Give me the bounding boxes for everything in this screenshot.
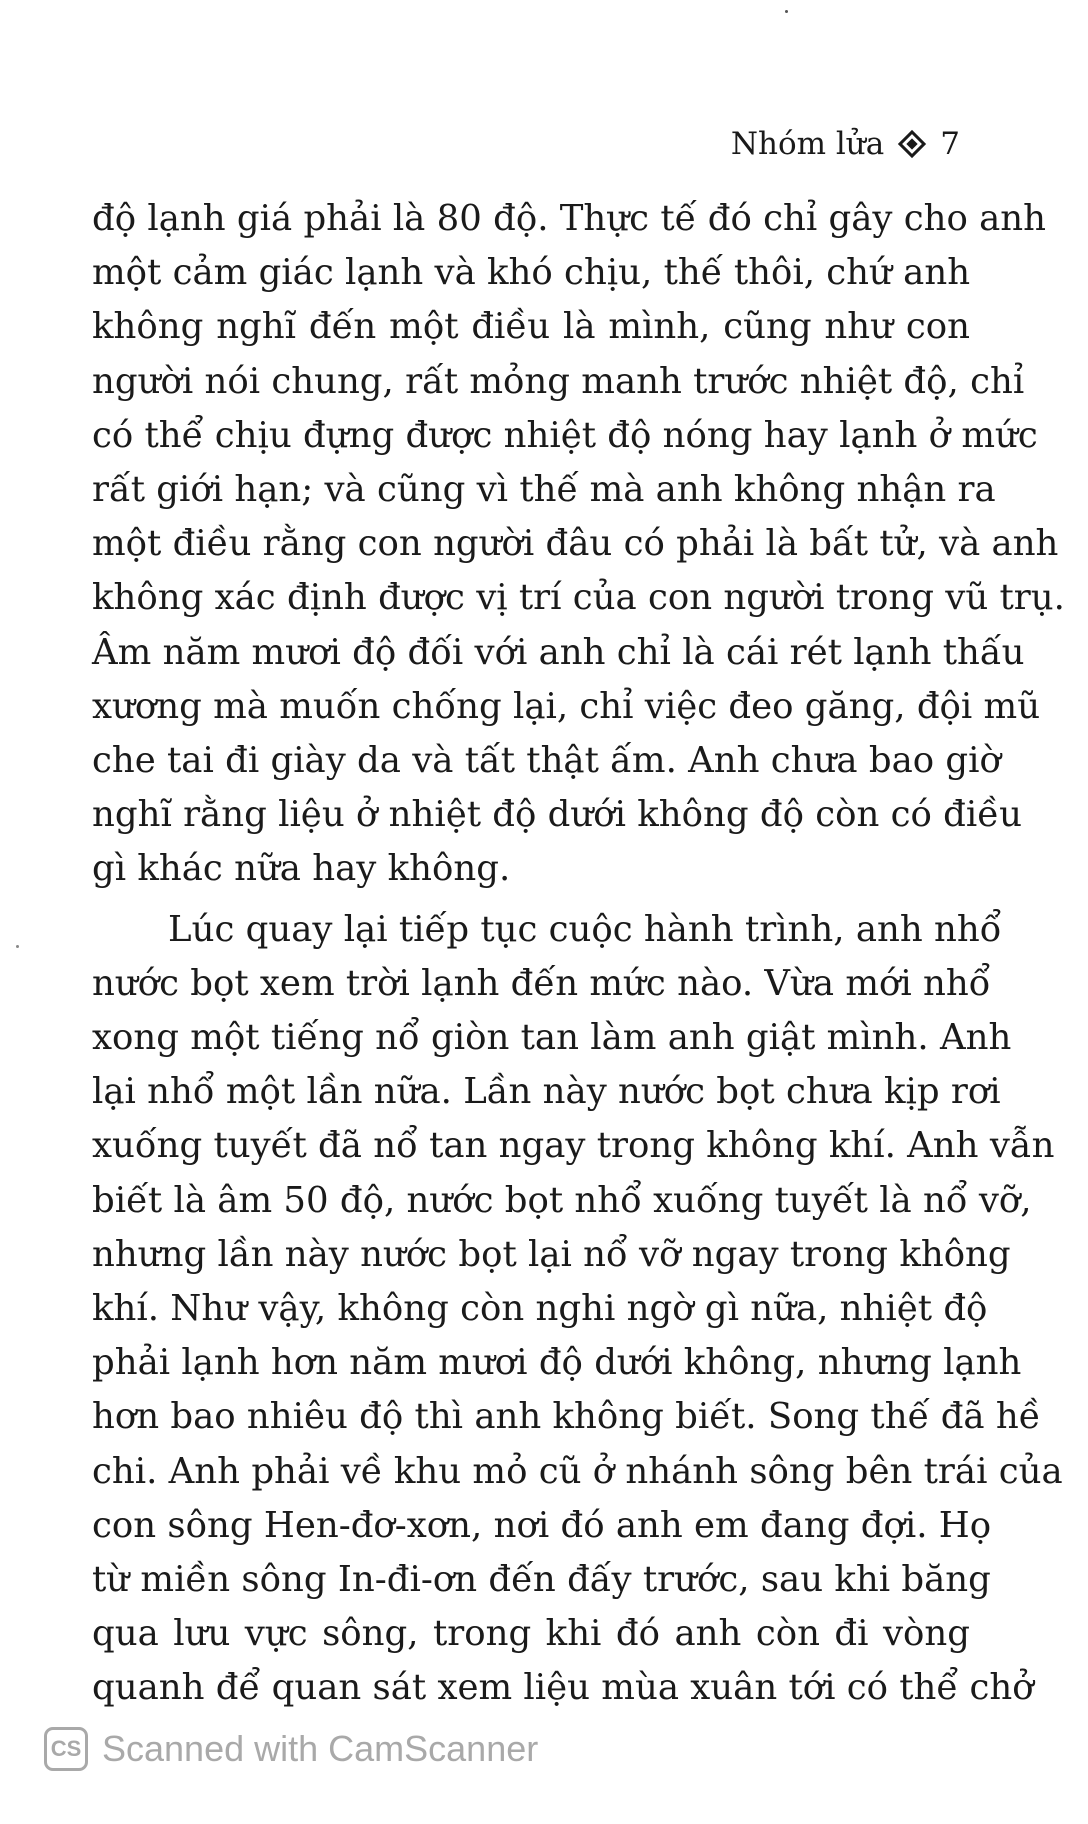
text-line: khí. Như vậy, không còn nghi ngờ gì nữa, nhiệt độ — [92, 1288, 988, 1330]
text-line: con sông Hen-đơ-xơn, nơi đó anh em đang đợi. Họ — [92, 1504, 992, 1546]
text-line: hơn bao nhiêu độ thì anh không biết. Song thế đã hề — [92, 1396, 1041, 1438]
text-line: có thể chịu đựng được nhiệt độ nóng hay lạnh ở mức — [92, 414, 1038, 456]
text-line: xương mà muốn chống lại, chỉ việc đeo găng, đội mũ — [92, 685, 1041, 727]
text-line: phải lạnh hơn năm mươi độ dưới không, nhưng lạnh — [92, 1342, 1022, 1384]
scan-speck — [785, 10, 788, 13]
text-line: rất giới hạn; và cũng vì thế mà anh không nhận ra — [92, 469, 996, 511]
text-line: một điều rằng con người đâu có phải là bất tử, và anh — [92, 523, 1059, 565]
paragraph — [92, 903, 1063, 1716]
watermark-text: Scanned with CamScanner — [102, 1728, 539, 1769]
text-line: gì khác nữa hay không. — [92, 848, 511, 890]
running-title: Nhóm lửa — [730, 126, 885, 162]
running-header — [731, 126, 960, 162]
text-line: nhưng lần này nước bọt lại nổ vỡ ngay trong không — [92, 1233, 1011, 1275]
text-line: xuống tuyết đã nổ tan ngay trong không khí. Anh vẫn — [92, 1125, 1055, 1167]
text-line: xong một tiếng nổ giòn tan làm anh giật mình. Anh — [92, 1017, 1012, 1059]
text-line: nước bọt xem trời lạnh đến mức nào. Vừa mới nhổ — [92, 962, 991, 1004]
body-text — [92, 192, 1065, 1716]
text-line: quanh để quan sát xem liệu mùa xuân tới có thể chở — [92, 1667, 1034, 1709]
diamond-ornament-icon — [898, 130, 926, 158]
text-line: Âm năm mươi độ đối với anh chỉ là cái rét lạnh thấu — [92, 631, 1025, 673]
text-line: qua lưu vực sông, trong khi đó anh còn đi vòng — [92, 1613, 970, 1655]
text-line: nghĩ rằng liệu ở nhiệt độ dưới không độ còn có điều — [92, 794, 1022, 836]
text-line: lại nhổ một lần nữa. Lần này nước bọt chưa kịp rơi — [92, 1071, 1001, 1113]
text-line: chi. Anh phải về khu mỏ cũ ở nhánh sông bên trái của — [92, 1450, 1063, 1492]
text-line: che tai đi giày da và tất thật ấm. Anh chưa bao giờ — [92, 740, 1001, 782]
text-line: độ lạnh giá phải là 80 độ. Thực tế đó chỉ gây cho anh — [92, 198, 1047, 239]
text-line: biết là âm 50 độ, nước bọt nhổ xuống tuyết là nổ vỡ, — [92, 1179, 1032, 1221]
text-line: Lúc quay lại tiếp tục cuộc hành trình, anh nhổ — [168, 908, 1002, 950]
text-line: không xác định được vị trí của con người trong vũ trụ. — [92, 577, 1065, 619]
text-line: người nói chung, rất mỏng manh trước nhiệt độ, chỉ — [92, 360, 1025, 402]
text-line: từ miền sông In-đi-ơn đến đấy trước, sau khi băng — [92, 1559, 991, 1601]
page-number: 7 — [940, 126, 960, 162]
camscanner-logo-icon: CS — [44, 1727, 88, 1771]
camscanner-watermark — [44, 1727, 538, 1771]
text-line: một cảm giác lạnh và khó chịu, thế thôi, chứ anh — [92, 252, 971, 294]
scan-speck — [16, 945, 19, 948]
text-line: không nghĩ đến một điều là mình, cũng như con — [92, 306, 970, 348]
paragraph — [92, 192, 1065, 897]
